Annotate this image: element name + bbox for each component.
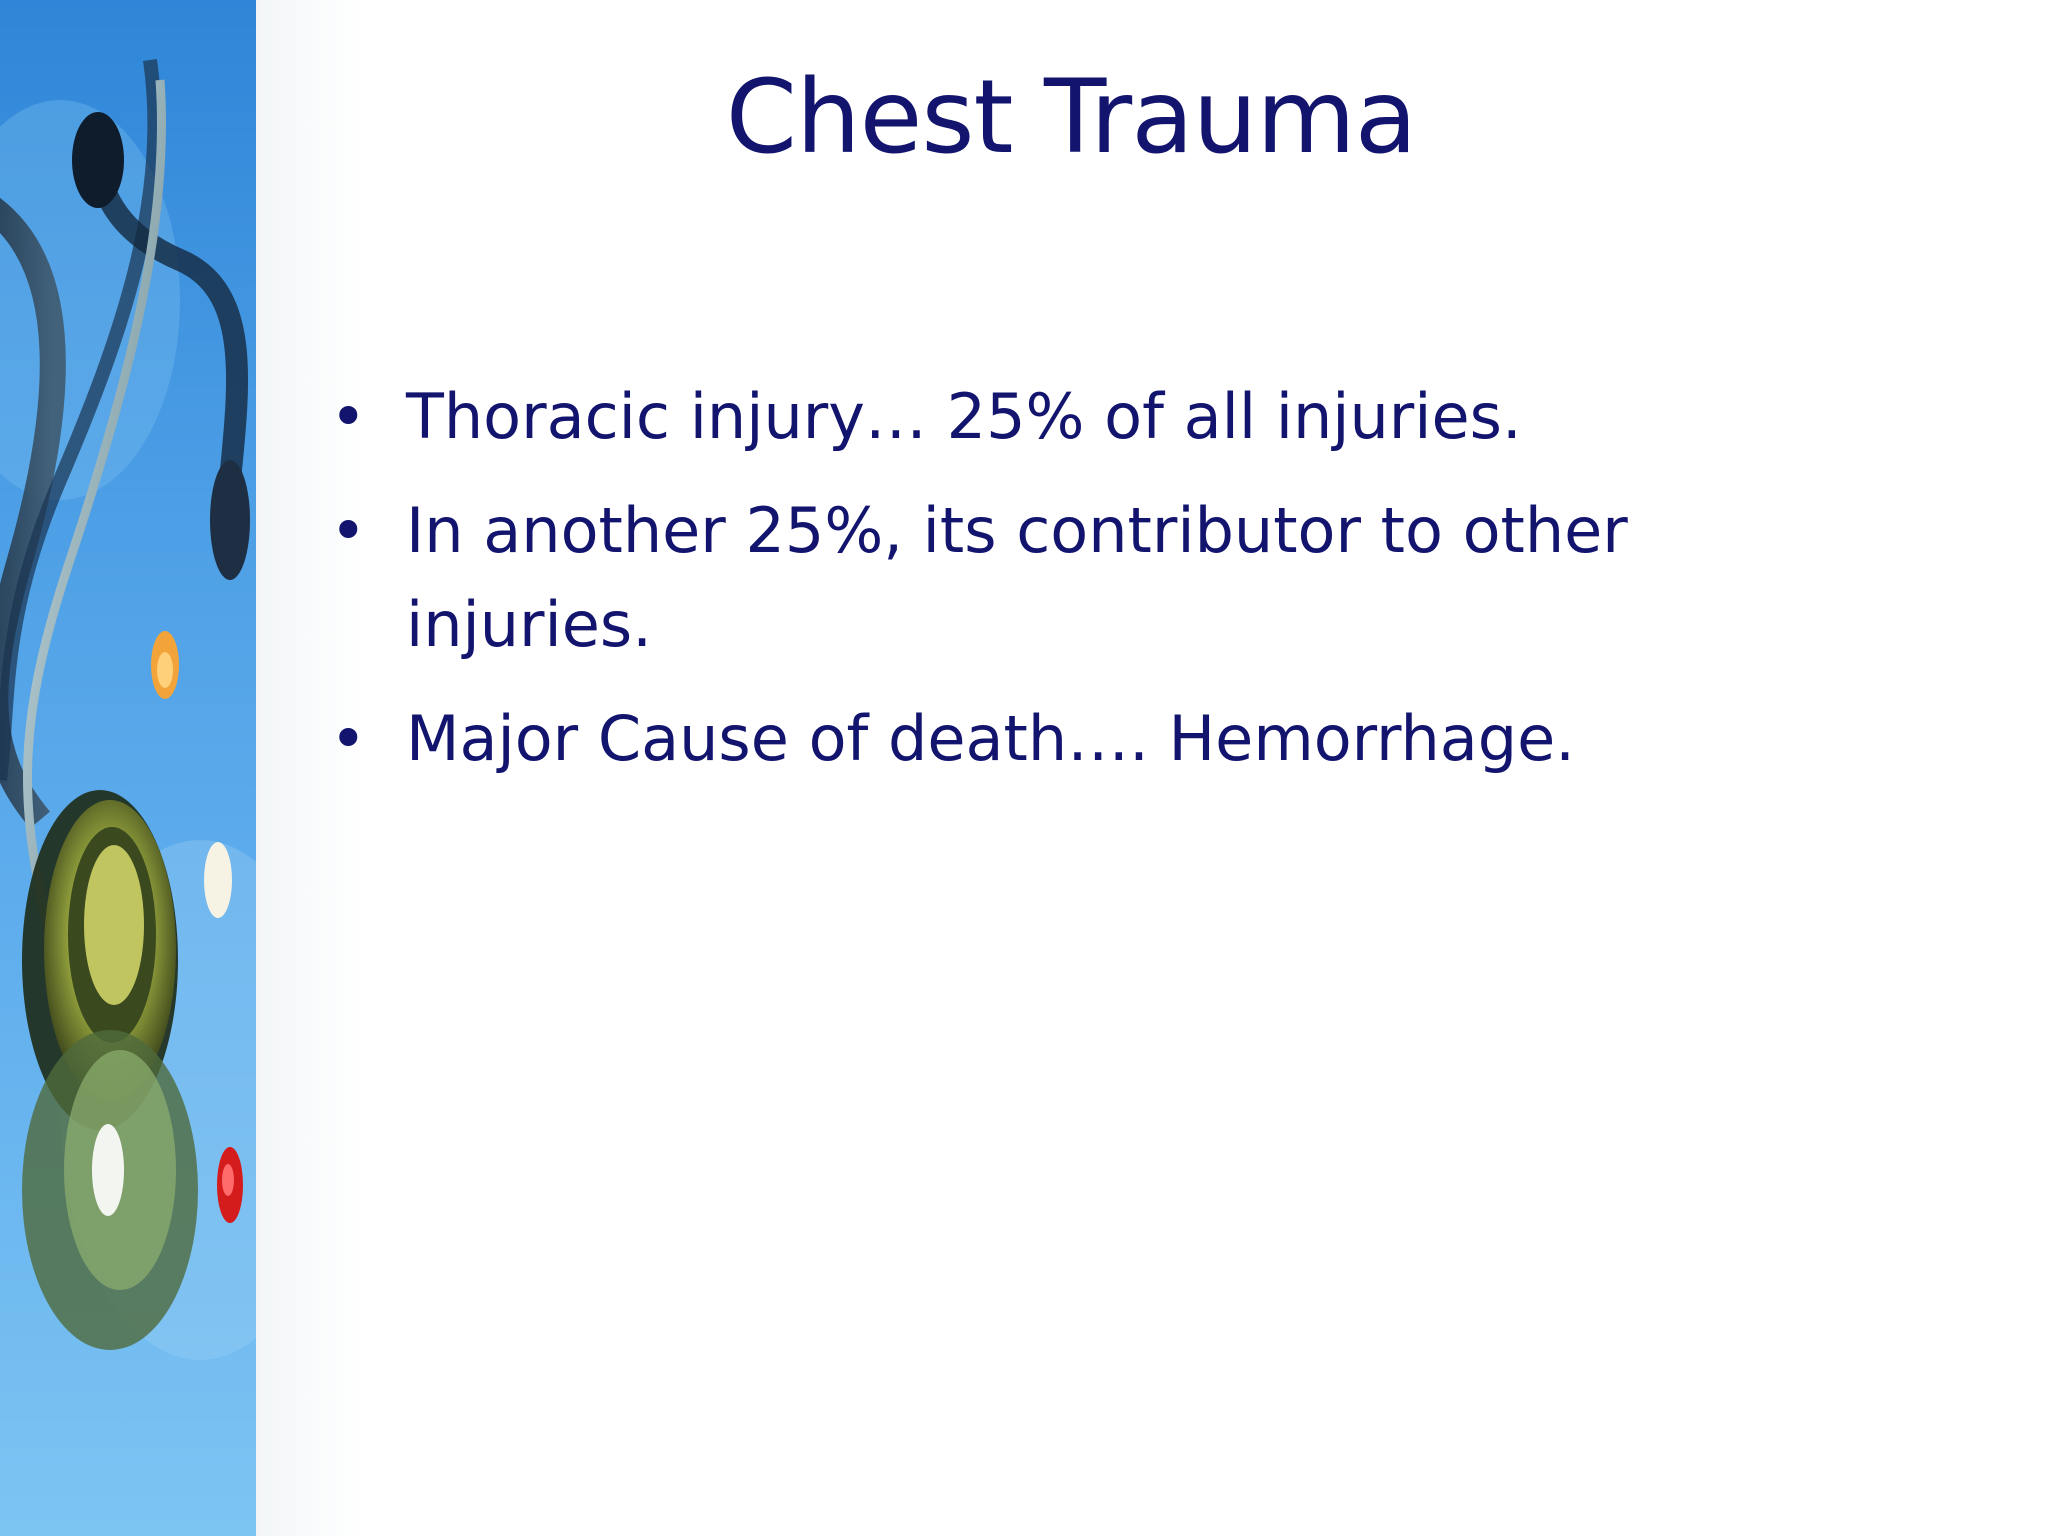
bullet-list [330,370,1770,806]
bullet-item [330,370,1770,464]
bullet-marker: • [330,702,367,775]
stethoscope-image [0,0,256,1536]
bullet-marker: • [330,494,367,567]
slide-title: Chest Trauma [725,58,1417,177]
bullet-marker: • [330,380,367,453]
stethoscope-illustration [0,0,256,1536]
bullet-item [330,484,1770,672]
bullet-text: Major Cause of death…. Hemorrhage. [406,702,1575,775]
bullet-text: Thoracic injury… 25% of all injuries. [406,380,1522,453]
bullet-text: In another 25%, its contributor to other injuries. [406,494,1628,661]
bullet-item [330,692,1770,786]
